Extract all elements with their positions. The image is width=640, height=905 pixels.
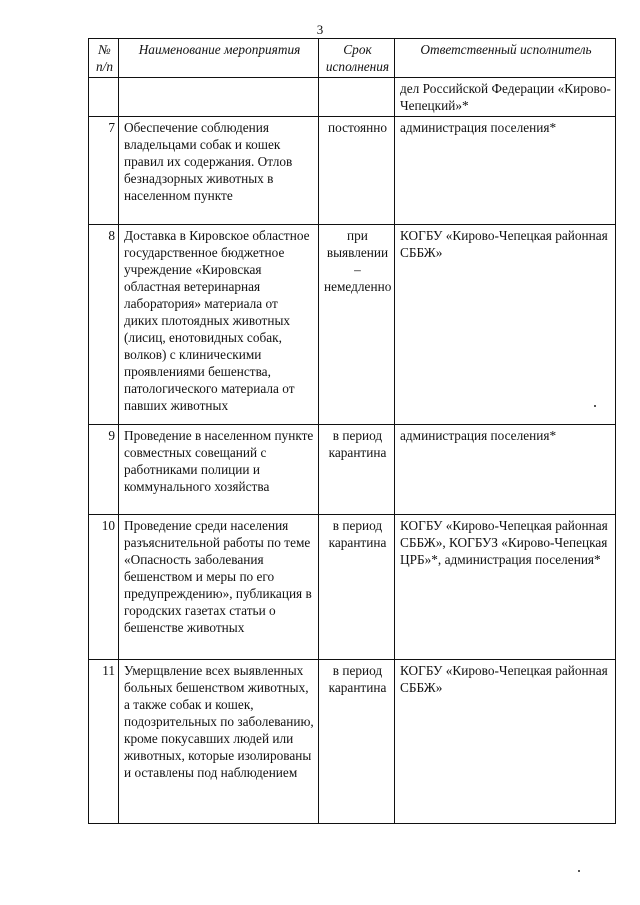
- row-name: Умерщвление всех выявленных больных бешенством животных, а также собак и кошек, подозрительных по заболеванию, кроме покусавших людей или животных, которые изолированы и оставлены под наблюдением: [119, 660, 319, 824]
- row-term: в период карантина: [319, 660, 395, 824]
- scan-speck: [594, 405, 596, 407]
- table-row: [89, 117, 616, 225]
- row-num: [89, 78, 119, 117]
- row-num: 11: [89, 660, 119, 824]
- row-num: 7: [89, 117, 119, 225]
- row-term: [319, 78, 395, 117]
- row-responsible: дел Российской Федерации «Кирово-Чепецкий»*: [395, 78, 616, 117]
- row-name: Проведение среди населения разъяснительной работы по теме «Опасность заболевания бешенством и меры по его предупреждению», публикация в городских газетах статьи о бешенстве животных: [119, 515, 319, 660]
- row-name: Проведение в населенном пункте совместных совещаний с работниками полиции и коммунального хозяйства: [119, 425, 319, 515]
- row-num: 8: [89, 225, 119, 425]
- row-responsible: администрация поселения*: [395, 117, 616, 225]
- row-name: Доставка в Кировское областное государственное бюджетное учреждение «Кировская областная ветеринарная лаборатория» материала от диких плотоядных животных (лисиц, енотовидных собак, волков) с клиническими проявлениями бешенства, патологического материала от павших животных: [119, 225, 319, 425]
- row-name: [119, 78, 319, 117]
- table-row: [89, 78, 616, 117]
- row-term: при выявлении – немедленно: [319, 225, 395, 425]
- scan-speck: [578, 870, 580, 872]
- measures-table: [88, 38, 616, 824]
- table-row: [89, 425, 616, 515]
- page-number: 3: [316, 22, 324, 37]
- header-num: № п/п: [89, 39, 119, 78]
- row-responsible: КОГБУ «Кирово-Чепецкая районная СББЖ»: [395, 225, 616, 425]
- table-row: [89, 225, 616, 425]
- header-name: Наименование мероприятия: [119, 39, 319, 78]
- row-term: в период карантина: [319, 425, 395, 515]
- row-term: в период карантина: [319, 515, 395, 660]
- row-num: 10: [89, 515, 119, 660]
- table-row: [89, 660, 616, 824]
- table-row: [89, 515, 616, 660]
- table-header-row: [89, 39, 616, 78]
- header-term: Срок исполнения: [319, 39, 395, 78]
- row-responsible: КОГБУ «Кирово-Чепецкая районная СББЖ»: [395, 660, 616, 824]
- row-responsible: КОГБУ «Кирово-Чепецкая районная СББЖ», КОГБУЗ «Кирово-Чепецкая ЦРБ»*, администрация поселения*: [395, 515, 616, 660]
- row-term: постоянно: [319, 117, 395, 225]
- header-responsible: Ответственный исполнитель: [395, 39, 616, 78]
- row-name: Обеспечение соблюдения владельцами собак и кошек правил их содержания. Отлов безнадзорных животных в населенном пункте: [119, 117, 319, 225]
- row-responsible: администрация поселения*: [395, 425, 616, 515]
- row-num: 9: [89, 425, 119, 515]
